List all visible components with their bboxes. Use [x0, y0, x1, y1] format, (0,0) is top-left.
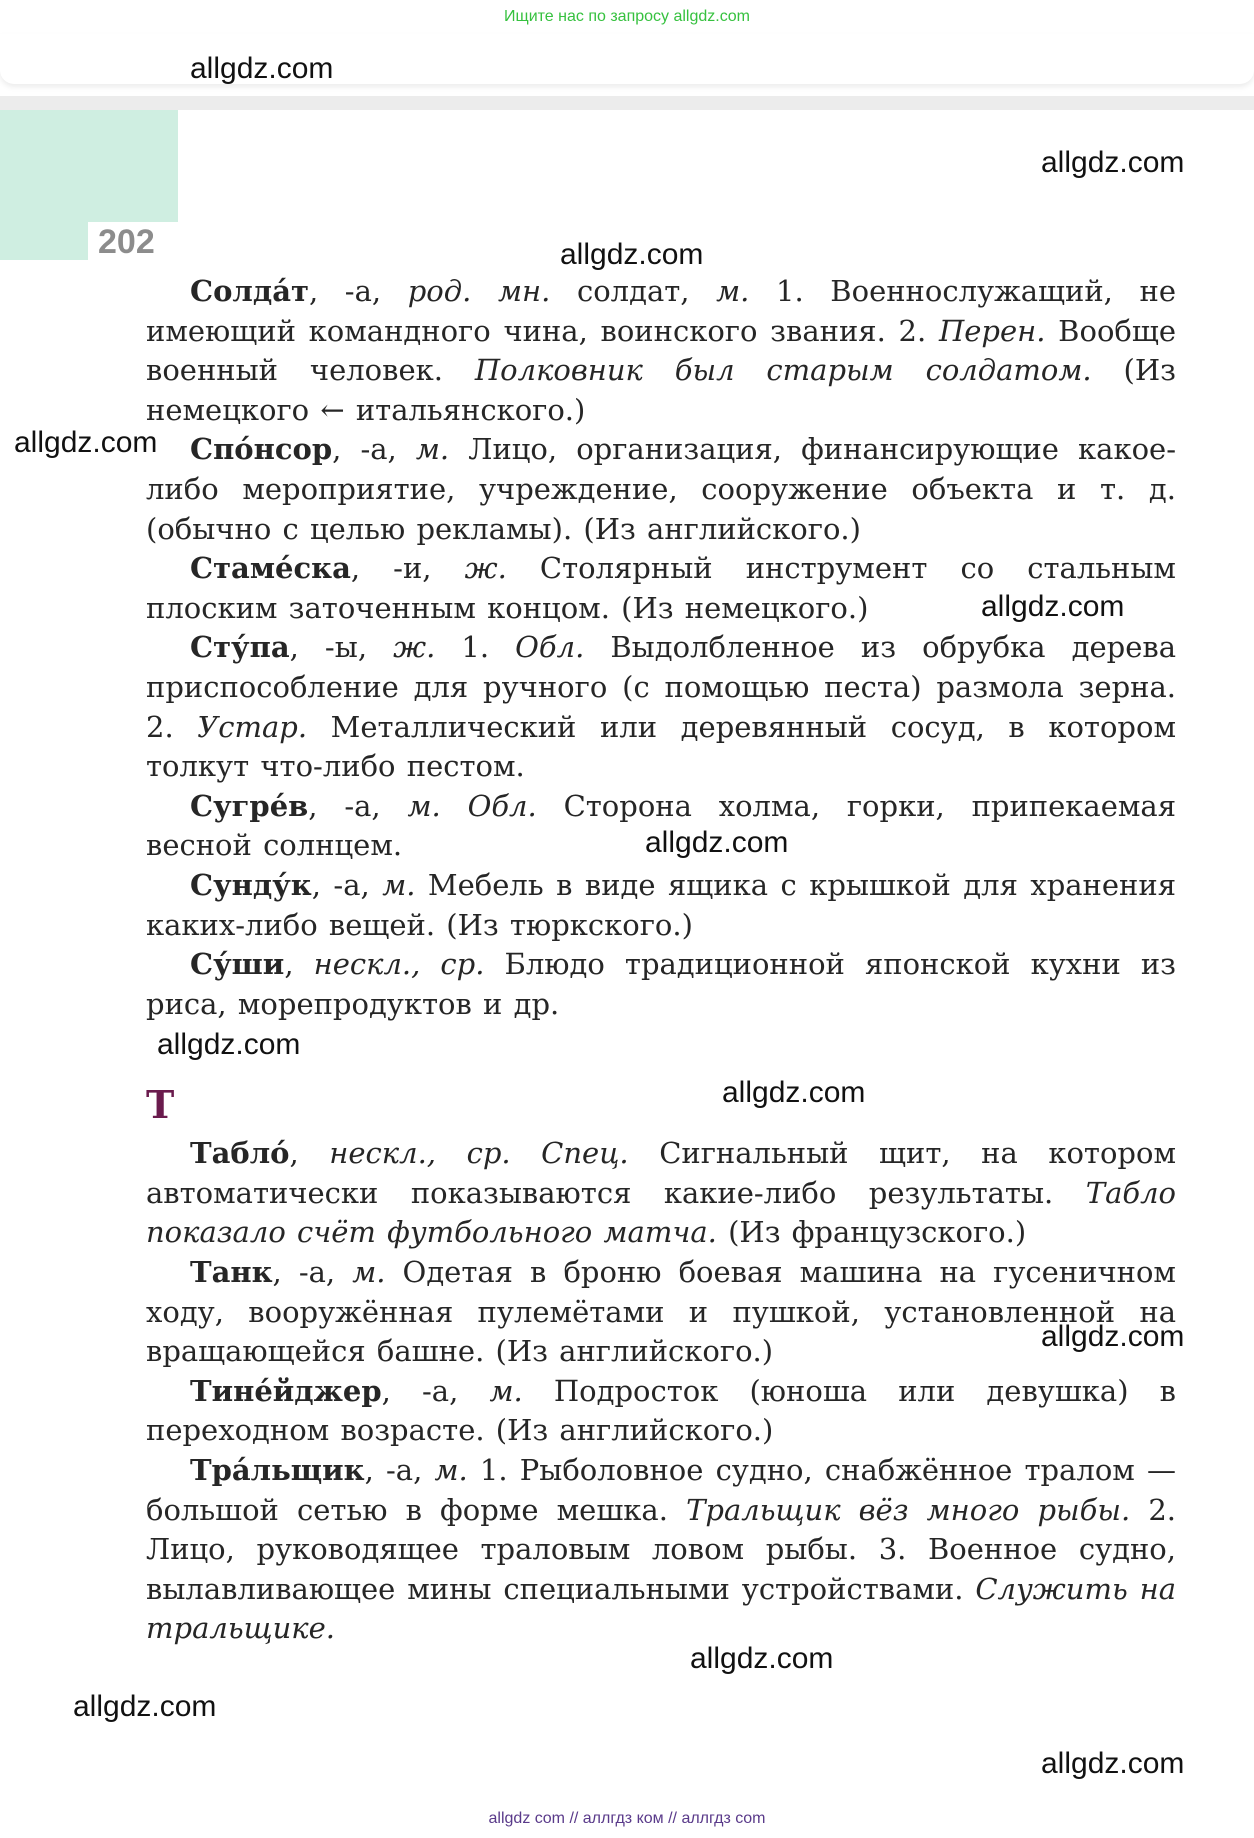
entry-text: Выдолбленное из обрубка дерева приспособление для ручного (с помощью песта) размола зерна. 2. — [146, 630, 1176, 744]
entry-text: Вообще военный человек. — [146, 313, 1176, 388]
entry-headword: Тра́льщик — [190, 1453, 365, 1488]
dictionary-entry — [146, 866, 1176, 945]
entry-text: Лицо, организация, финансирующие какое-либо мероприятие, учреждение, сооружение объекта и т. д. (обычно с целью рекламы). (Из английского.) — [146, 432, 1176, 546]
dictionary-entry — [146, 628, 1176, 786]
entry-italic-text: Служить на тральщике. — [146, 1571, 1176, 1646]
entry-headword: Су́ши — [190, 947, 285, 982]
dictionary-content — [146, 272, 1176, 1649]
entry-headword: Танк — [190, 1255, 273, 1290]
entry-italic-text: Полковник был старым солдатом. — [474, 353, 1092, 388]
watermark: allgdz.com — [14, 426, 158, 459]
entry-italic-text: Обл. — [515, 630, 585, 665]
entry-text: (Из французского.) — [716, 1215, 1027, 1250]
footer-links[interactable]: allgdz com // аллгдз ком // аллгдз com — [488, 1810, 766, 1827]
watermark: allgdz.com — [981, 590, 1125, 623]
entry-text: 1. — [435, 630, 516, 665]
entry-headword: Тине́йджер — [190, 1373, 382, 1408]
entry-italic-text: м. — [352, 1255, 386, 1290]
entry-italic-text: м. — [489, 1373, 523, 1408]
entry-headword: Сугре́в — [190, 788, 309, 823]
dictionary-entry — [146, 272, 1176, 430]
top-banner[interactable]: Ищите нас по запросу allgdz.com — [504, 8, 750, 25]
entry-italic-text: м. — [716, 274, 750, 308]
watermark: allgdz.com — [73, 1690, 217, 1723]
entry-italic-text: нескл., ср. — [313, 947, 485, 982]
entry-text: , -ы, — [289, 630, 394, 665]
entry-italic-text: Перен. — [938, 313, 1046, 348]
entries-letter-t — [146, 1134, 1176, 1649]
top-bar — [0, 34, 1254, 84]
entry-text: , -а, — [272, 1255, 353, 1290]
watermark: allgdz.com — [722, 1076, 866, 1109]
entry-text: , — [289, 1136, 330, 1171]
entry-italic-text: ж. — [393, 630, 436, 665]
entry-headword: Стаме́ска — [190, 551, 351, 586]
entry-italic-text: род. мн. — [407, 274, 551, 308]
watermark: allgdz.com — [1041, 146, 1185, 179]
entry-text: 1. Рыболовное судно, снабжённое тралом — большой сетью в форме мешка. — [146, 1453, 1176, 1527]
watermark: allgdz.com — [190, 52, 334, 85]
entry-text — [441, 789, 468, 823]
entry-headword: Спо́нсор — [190, 432, 333, 467]
entry-text: Блюдо традиционной японской кухни из риса, морепродуктов и др. — [146, 947, 1177, 1021]
entry-text: , -а, — [308, 274, 408, 308]
entry-headword: Сту́па — [190, 630, 290, 665]
section-letter: Т — [146, 1082, 175, 1128]
entry-text: , -а, — [381, 1373, 490, 1408]
entry-text: , -а, — [311, 867, 383, 902]
dictionary-entry — [146, 1253, 1176, 1372]
watermark: allgdz.com — [560, 238, 704, 271]
entry-headword: Табло́ — [190, 1136, 290, 1171]
entry-italic-text: м. — [382, 867, 416, 902]
dictionary-entry — [146, 945, 1176, 1024]
entry-text: , -а, — [364, 1453, 435, 1488]
entry-text: , -а, — [308, 788, 408, 823]
dictionary-entry — [146, 1372, 1176, 1451]
entry-text: Сторона холма, горки, припекаемая весной солнцем. — [146, 788, 1177, 863]
entry-italic-text: м. — [407, 788, 441, 823]
dictionary-entry — [146, 1451, 1176, 1649]
entry-italic-text: м. — [415, 432, 450, 467]
watermark: allgdz.com — [157, 1028, 301, 1061]
entry-text: , -а, — [332, 432, 416, 467]
entry-text: солдат, — [550, 274, 717, 308]
entry-italic-text: нескл., ср. Спец. — [329, 1136, 629, 1171]
entry-italic-text: Устар. — [197, 709, 308, 744]
dictionary-entry — [146, 430, 1176, 549]
entry-text: Мебель в виде ящика с крышкой для хранения каких-либо вещей. (Из тюркского.) — [146, 867, 1176, 942]
entry-headword: Солда́т — [190, 274, 309, 308]
entry-headword: Сунду́к — [190, 867, 312, 902]
watermark: allgdz.com — [645, 826, 789, 859]
entry-text: Сигнальный щит, на котором автоматически показываются какие-либо результаты. — [146, 1136, 1177, 1210]
entry-text: Металлический или деревянный сосуд, в котором толкут что-либо пестом. — [146, 709, 1176, 784]
watermark: allgdz.com — [1041, 1320, 1185, 1353]
entry-text: Столярный инструмент со стальным плоским заточенным концом. (Из немецкого.) — [146, 551, 1176, 625]
entry-italic-text: м. — [434, 1453, 468, 1488]
entry-text: (Из немецкого ← итальянского.) — [146, 353, 1176, 427]
watermark: allgdz.com — [690, 1642, 834, 1675]
entries-letter-s — [146, 272, 1176, 1024]
entry-text: 1. Военнослужащий, не имеющий командного чина, воинского звания. 2. — [146, 274, 1176, 348]
entry-italic-text: Обл. — [467, 788, 537, 823]
entry-text: , — [284, 947, 314, 982]
entry-italic-text: ж. — [464, 551, 507, 586]
watermark: allgdz.com — [1041, 1747, 1185, 1780]
entry-italic-text: Табло показало счёт футбольного матча. — [146, 1175, 1176, 1250]
entry-text: , -и, — [350, 551, 465, 586]
page-number: 202 — [88, 222, 198, 262]
entry-text: Подросток (юноша или девушка) в переходном возрасте. (Из английского.) — [146, 1373, 1176, 1448]
entry-text: 2. Лицо, руководящее траловым ловом рыбы. 3. Военное судно, вылавливающее мины специальными устройствами. — [146, 1492, 1176, 1606]
entry-italic-text: Тральщик вёз много рыбы. — [686, 1492, 1131, 1527]
dictionary-entry — [146, 1134, 1176, 1253]
entry-text: Одетая в броню боевая машина на гусеничном ходу, вооружённая пулемётами и пушкой, установленной на вращающейся башне. (Из английского.) — [146, 1255, 1176, 1369]
